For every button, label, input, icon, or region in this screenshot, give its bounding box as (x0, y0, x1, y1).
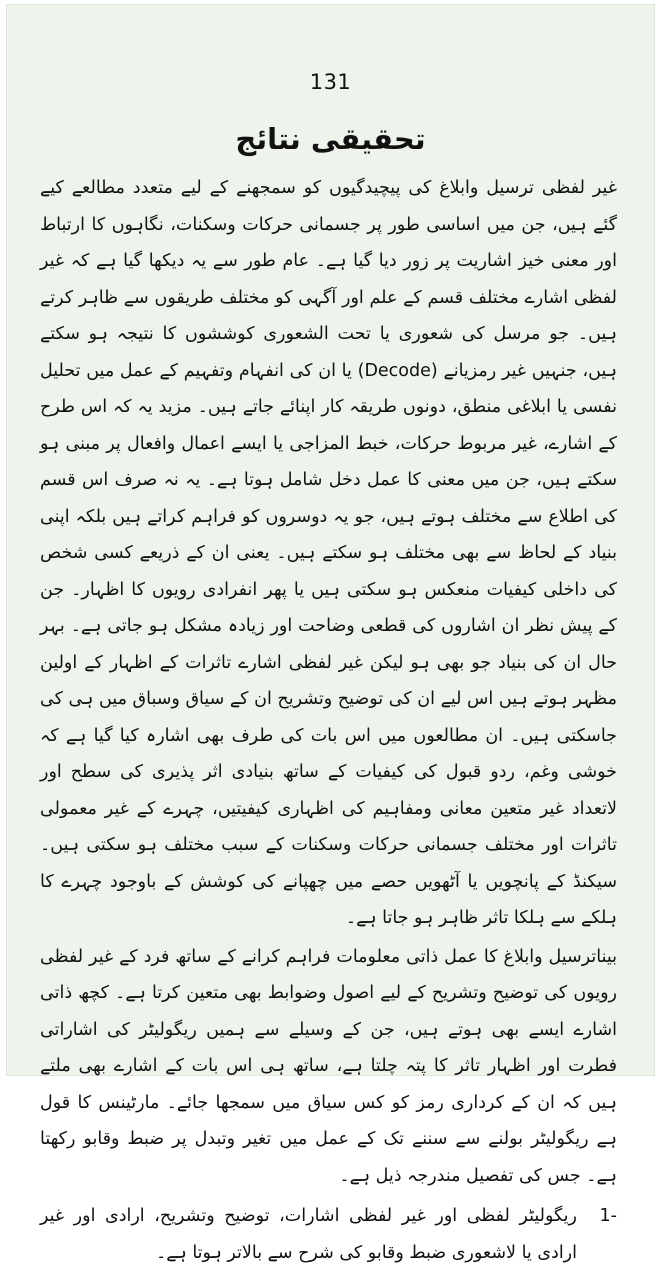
body-text (40, 170, 617, 1271)
list-item-marker: -1 (599, 1206, 617, 1226)
page-number: 131 (309, 70, 352, 94)
paragraph-2: بیناترسیل وابلاغ کا عمل ذاتی معلومات فراہم کرانے کے ساتھ فرد کے غیر لفظی رویوں کی توضیح وتشریح کے لیے اصول وضوابط بھی متعین کرتا ہے۔ کچھ ذاتی اشارے ایسے بھی ہوتے ہیں، جن کے وسیلے سے ہمیں ریگولیٹر کی اشاراتی فطرت اور اظہار تاثر کا پتہ چلتا ہے، ساتھ ہی اس بات کے اشارے بھی ملتے ہیں کہ ان کے کرداری رمز کو کس سیاق میں سمجھا جائے۔ مارٹینس کا قول ہے ریگولیٹر بولنے سے سننے تک کے عمل میں تغیر وتبدل پر ضبط وقابو رکھتا ہے۔ جس کی تفصیل مندرجہ ذیل ہے۔ (40, 946, 617, 1186)
paragraph-1: غیر لفظی ترسیل وابلاغ کی پیچیدگیوں کو سمجھنے کے لیے متعدد مطالعے کیے گئے ہیں، جن میں اساسی طور پر جسمانی حرکات وسکنات، نگاہوں کا ارتباط اور معنی خیز اشاریت پر زور دیا گیا ہے۔ عام طور سے یہ دیکھا گیا ہے کہ غیر لفظی اشارے مختلف قسم کے علم اور آگہی کو مختلف طریقوں سے ظاہر کرتے ہیں۔ جو مرسل کی شعوری یا تحت الشعوری کوششوں کا نتیجہ ہو سکتے ہیں، جنہیں غیر رمزیانے (Decode) یا ان کی انفہام وتفہیم کے عمل میں تحلیل نفسی یا ابلاغی منطق، دونوں طریقہ کار اپنائے جاتے ہیں۔ مزید یہ کہ اس طرح کے اشارے، غیر مربوط حرکات، خبط المزاجی یا ایسے اعمال وافعال پر مبنی ہو سکتے ہیں، جن میں معنی کا عمل دخل شامل ہوتا ہے۔ یہ نہ صرف اس قسم کی اطلاع سے مختلف ہوتے ہیں، جو یہ دوسروں کو فراہم کراتے ہیں بلکہ اپنی بنیاد کے لحاظ سے بھی مختلف ہو سکتے ہیں۔ یعنی ان کے ذریعے کسی شخص کی داخلی کیفیات منعکس ہو سکتی ہیں یا پھر انفرادی رویوں کا اظہار۔ جن کے پیش نظر ان اشاروں کی قطعی وضاحت اور زیادہ مشکل ہو جاتی ہے۔ بہر حال ان کی بنیاد جو بھی ہو لیکن غیر لفظی اشارے تاثرات کے اظہار کے اولین مظہر ہوتے ہیں اس لیے ان کی توضیح وتشریح ان کے سیاق وسباق میں ہی کی جاسکتی ہیں۔ ان مطالعوں میں اس بات کی طرف بھی اشارہ کیا گیا ہے کہ خوشی وغم، ردو قبول کی کیفیات کے ساتھ بنیادی اثر پذیری کی سطح اور لاتعداد غیر متعین معانی ومفاہیم کی اظہاری کیفیتیں، چہرے کے غیر معمولی تاثرات اور مختلف جسمانی حرکات وسکنات کے سبب مختلف ہو سکتی ہیں۔ سیکنڈ کے پانچویں یا آٹھویں حصے میں چھپانے کی کوشش کے باوجود چہرے کا ہلکے سے ہلکا تاثر ظاہر ہو جاتا ہے۔ (40, 178, 617, 928)
book-page (6, 4, 655, 1263)
section-title: تحقیقی نتائج (235, 122, 426, 156)
list-item (40, 1198, 617, 1271)
list-item-text: ریگولیٹر لفظی اور غیر لفظی اشارات، توضیح وتشریح، ارادی اور غیر ارادی یا لاشعوری ضبط وقابو کی شرح سے بالاتر ہوتا ہے۔ (40, 1206, 577, 1263)
